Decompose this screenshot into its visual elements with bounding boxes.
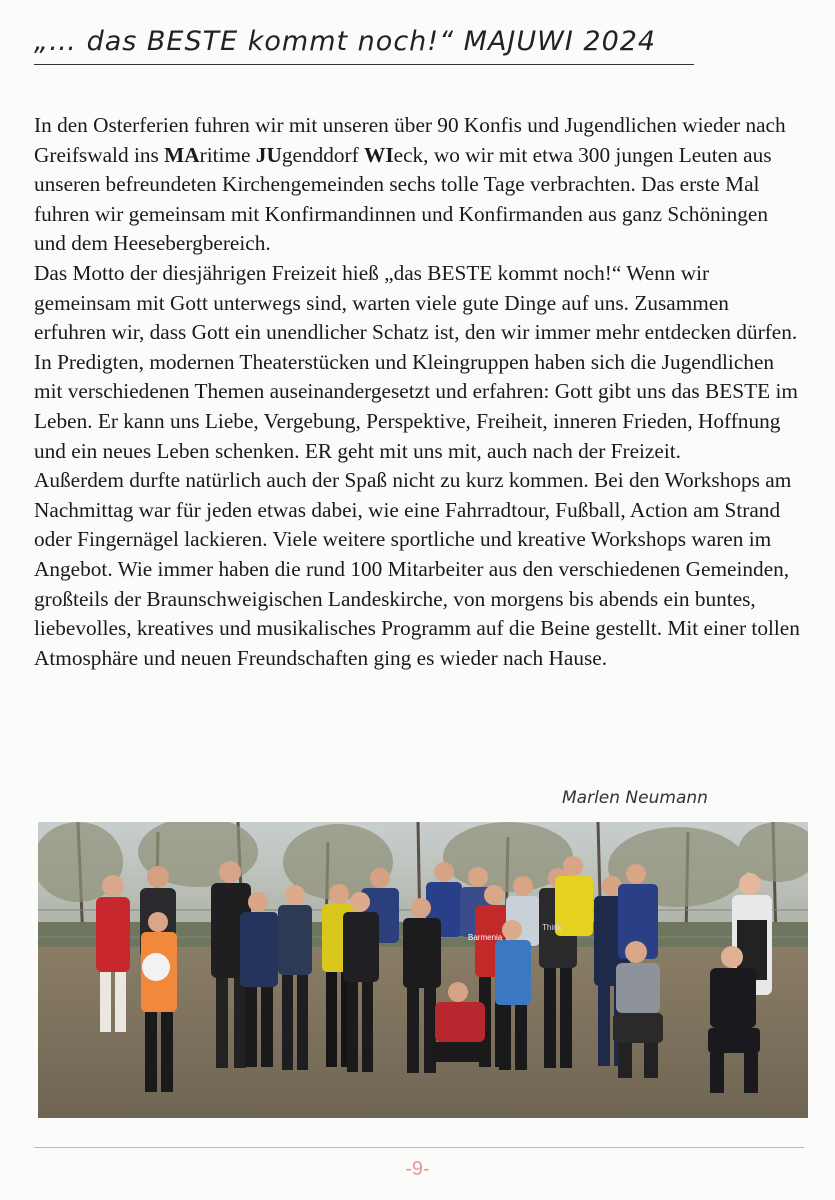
title-underline: [34, 64, 694, 65]
group-photo: [38, 822, 808, 1118]
paragraph-1-part-3: genddorf: [281, 142, 365, 167]
acronym-ma: MA: [164, 142, 200, 167]
page-number: -9-: [405, 1158, 430, 1180]
article-paragraph-1: [34, 111, 804, 259]
acronym-wi: WI: [364, 142, 394, 167]
author-signature: Marlen Neumann: [562, 788, 708, 808]
article-paragraph-2: Das Motto der diesjährigen Freizeit hieß „das BESTE kommt noch!“ Wenn wir gemeinsam mit Gott unterwegs sind, warten viele gute Dinge auf uns. Zusammen erfuhren wir, dass Gott ein unendlicher Schatz ist, den wir immer mehr entdecken dürfen. In Predigten, modernen Theaterstücken und Kleingruppen haben sich die Jugendlichen mit verschiedenen Themen auseinandergesetzt und erfahren: Gott gibt uns das BESTE im Leben. Er kann uns Liebe, Vergebung, Perspektive, Freiheit, inneren Frieden, Hoffnung und ein neues Leben schenken. ER geht mit uns mit, auch nach der Freizeit.: [34, 260, 798, 463]
footer-rule: [34, 1147, 804, 1148]
paragraph-1-part-2: ritime: [199, 142, 256, 167]
acronym-ju: JU: [255, 142, 282, 167]
paragraph-1-intro: In den Osterferien fuhren wir mit unseren über 90 Konfis und Jugendlichen wieder nach Greifswald ins: [34, 113, 786, 167]
article-paragraph-3: Außerdem durfte natürlich auch der Spaß nicht zu kurz kommen. Bei den Workshops am Nachmittag war für jeden etwas dabei, wie eine Fahrradtour, Fußball, Action am Strand oder Fingernägel lackieren. Viele weitere sportliche und kreative Workshops waren im Angebot. Wie immer haben die rund 100 Mitarbeiter aus den verschiedenen Gemeinden, großteils der Braunschweigischen Landeskirche, von morgens bis abends ein buntes, liebevolles, kreatives und musikalisches Programm auf die Beine gestellt. Mit einer tollen Atmosphäre und neuen Freundschaften ging es wieder nach Hause.: [34, 468, 800, 670]
shirt-text-think: Think: [542, 923, 562, 932]
group-photo-illustration: [38, 822, 808, 1118]
shirt-text-barmenia: Barmenia: [468, 933, 503, 942]
page-title: „… das BESTE kommt noch!“ MAJUWI 2024: [34, 26, 657, 57]
paragraph-1-part-4: eck, wo wir mit etwa 300 jungen Leuten aus unseren befreundeten Kirchengemeinden sechs tolle Tage verbrachten. Das erste Mal fuhren wir gemeinsam mit Konfirmandinnen und Konfirmanden aus ganz Schöningen und dem Heesebergbereich.: [34, 142, 772, 256]
article-body: [34, 111, 804, 673]
